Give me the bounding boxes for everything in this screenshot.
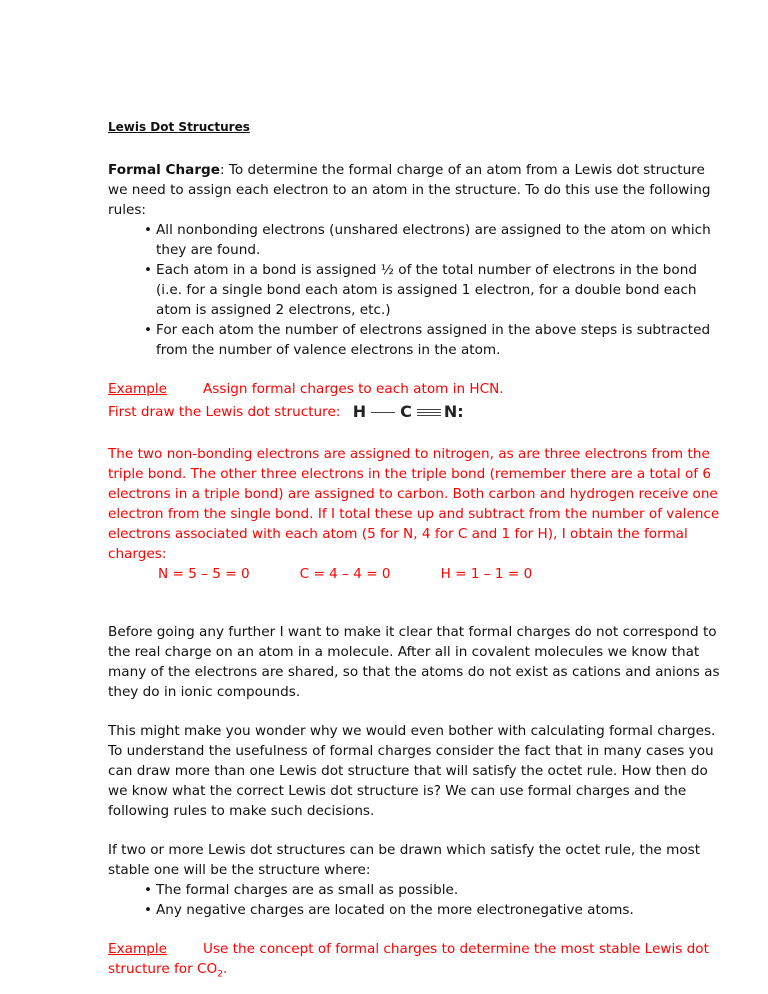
example-2 — [108, 939, 722, 979]
equation-c: C = 4 – 4 = 0 — [299, 566, 391, 582]
triple-bond — [417, 409, 441, 416]
example-1-heading — [108, 379, 722, 399]
atom-n: N: — [443, 402, 464, 421]
list-item: • For each atom the number of electrons assigned in the above steps is subtracted from the number of valence electrons in the atom. — [144, 320, 722, 360]
formal-charge-equations — [108, 564, 722, 584]
period: . — [222, 961, 228, 977]
draw-lewis-text: First draw the Lewis dot structure: — [108, 404, 341, 420]
list-item: • Any negative charges are located on the more electronegative atoms. — [144, 900, 722, 920]
equation-n: N = 5 – 5 = 0 — [158, 566, 250, 582]
formal-charge-intro-text: : To determine the formal charge of an atom from a Lewis dot structure we need to assign each electron to an atom in the structure. To do this use the following rules: — [108, 162, 711, 218]
hcn-lewis-structure — [353, 402, 464, 422]
page-title: Lewis Dot Structures — [108, 120, 250, 134]
list-item: • The formal charges are as small as possible. — [144, 880, 722, 900]
list-item: • All nonbonding electrons (unshared electrons) are assigned to the atom on which they are found. — [144, 220, 722, 260]
example-label: Example — [108, 381, 167, 397]
example-label: Example — [108, 941, 167, 957]
paragraph-real-charge: Before going any further I want to make it clear that formal charges do not correspond to the real charge on an atom in a molecule. After all in covalent molecules we know that many of the electrons are shared, so that the atoms do not exist as cations and anions as they do in ionic compounds. — [108, 624, 720, 700]
stability-rules — [108, 880, 722, 920]
paragraph-why: This might make you wonder why we would even bother with calculating formal charges. To understand the usefulness of formal charges consider the fact that in many cases you can draw more than one Lewis dot structure that will satisfy the octet rule. How then do we know what the correct Lewis dot structure is? We can use formal charges and the following rules to make such decisions. — [108, 723, 716, 819]
document-body — [108, 117, 722, 979]
stability-intro: If two or more Lewis dot structures can be drawn which satisfy the octet rule, the most stable one will be the structure where: — [108, 842, 701, 878]
list-item: • Each atom in a bond is assigned ½ of the total number of electrons in the bond (i.e. for a single bond each atom is assigned 1 electron, for a double bond each atom is assigned 2 electrons, etc.) — [144, 260, 722, 320]
draw-lewis-line — [108, 399, 722, 425]
formal-charge-term: Formal Charge — [108, 162, 220, 178]
subscript: 2 — [217, 969, 223, 980]
atom-c: C — [400, 402, 412, 421]
single-bond — [371, 412, 395, 413]
example-prompt: Assign formal charges to each atom in HCN. — [203, 381, 504, 397]
formal-charge-rules — [108, 220, 722, 360]
equation-h: H = 1 – 1 = 0 — [440, 566, 533, 582]
example-1-explanation: The two non-bonding electrons are assigned to nitrogen, as are three electrons from the triple bond. The other three electrons in the triple bond (remember there are a total of 6 electrons in a triple bond) are assigned to carbon. Both carbon and hydrogen receive one electron from the single bond. If I total these up and subtract from the number of valence electrons associated with each atom (5 for N, 4 for C and 1 for H), I obtain the formal charges: — [108, 446, 720, 562]
formal-charge-intro — [108, 160, 722, 220]
atom-h: H — [352, 402, 367, 421]
example-2-prompt: Use the concept of formal charges to determine the most stable Lewis dot structure for CO — [108, 941, 709, 977]
